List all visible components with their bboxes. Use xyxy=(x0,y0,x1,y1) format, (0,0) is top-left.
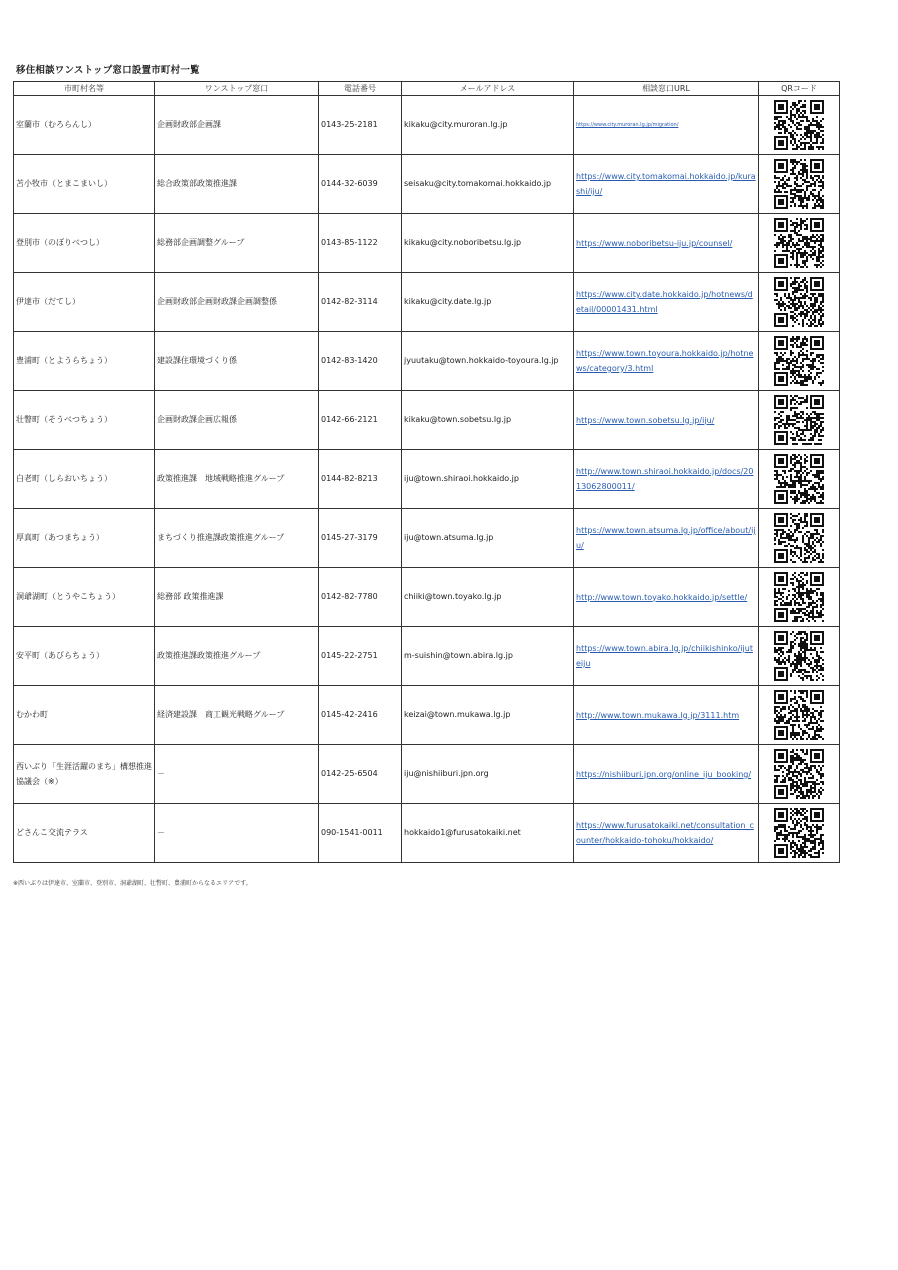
window-cell: 建設課住環境づくり係 xyxy=(155,332,319,391)
qr-cell xyxy=(759,568,840,627)
url-link[interactable]: https://www.city.tomakomai.hokkaido.jp/kurashi/iju/ xyxy=(576,172,756,196)
email-cell: iju@nishiiburi.jpn.org xyxy=(402,745,574,804)
header-municipality: 市町村名等 xyxy=(14,82,155,96)
footnote: ※西いぶりは伊達市、室蘭市、登別市、洞爺湖町、壮瞥町、豊浦町からなるエリアです。 xyxy=(13,880,252,887)
qr-cell xyxy=(759,745,840,804)
municipality-cell: 壮瞥町（そうべつちょう） xyxy=(14,391,155,450)
url-cell xyxy=(574,509,759,568)
qr-cell xyxy=(759,804,840,863)
phone-cell: 0142-82-7780 xyxy=(319,568,402,627)
table-row xyxy=(14,804,840,863)
phone-cell: 0142-83-1420 xyxy=(319,332,402,391)
qr-code-icon xyxy=(774,454,824,504)
email-cell: kikaku@city.muroran.lg.jp xyxy=(402,96,574,155)
municipality-cell: どさんこ交流テラス xyxy=(14,804,155,863)
qr-cell xyxy=(759,96,840,155)
header-window: ワンストップ窓口 xyxy=(155,82,319,96)
window-cell: 企画財政部企画財政課企画調整係 xyxy=(155,273,319,332)
email-cell: kikaku@city.noboribetsu.lg.jp xyxy=(402,214,574,273)
qr-code-icon xyxy=(774,159,824,209)
table-row xyxy=(14,391,840,450)
table-row xyxy=(14,96,840,155)
qr-cell xyxy=(759,273,840,332)
municipality-cell: 西いぶり「生涯活躍のまち」構想推進協議会（※） xyxy=(14,745,155,804)
url-link[interactable]: https://www.town.abira.lg.jp/chiikishinko/ijuteiju xyxy=(576,644,753,668)
window-cell: まちづくり推進課政策推進グループ xyxy=(155,509,319,568)
url-cell xyxy=(574,214,759,273)
table-row xyxy=(14,214,840,273)
header-url: 相談窓口URL xyxy=(574,82,759,96)
qr-cell xyxy=(759,214,840,273)
url-cell xyxy=(574,96,759,155)
url-cell xyxy=(574,804,759,863)
municipality-table xyxy=(13,81,840,863)
url-link[interactable]: http://www.town.toyako.hokkaido.jp/settle/ xyxy=(576,592,748,602)
phone-cell: 0145-22-2751 xyxy=(319,627,402,686)
table-row xyxy=(14,568,840,627)
phone-cell: 0142-82-3114 xyxy=(319,273,402,332)
email-cell: iju@town.shiraoi.hokkaido.jp xyxy=(402,450,574,509)
phone-cell: 0143-25-2181 xyxy=(319,96,402,155)
qr-code-icon xyxy=(774,336,824,386)
email-cell: kikaku@town.sobetsu.lg.jp xyxy=(402,391,574,450)
page-title: 移住相談ワンストップ窓口設置市町村一覧 xyxy=(16,65,200,76)
window-cell: － xyxy=(155,745,319,804)
municipality-cell: 白老町（しらおいちょう） xyxy=(14,450,155,509)
table-row xyxy=(14,627,840,686)
url-link[interactable]: https://www.town.toyoura.hokkaido.jp/hotnews/category/3.html xyxy=(576,349,754,373)
url-link[interactable]: https://www.city.muroran.lg.jp/migration/ xyxy=(576,122,679,128)
qr-code-icon xyxy=(774,100,824,150)
window-cell: 政策推進課 地域戦略推進グループ xyxy=(155,450,319,509)
window-cell: 総務部 政策推進課 xyxy=(155,568,319,627)
table-row xyxy=(14,273,840,332)
table-row xyxy=(14,450,840,509)
header-phone: 電話番号 xyxy=(319,82,402,96)
municipality-cell: 苫小牧市（とまこまいし） xyxy=(14,155,155,214)
qr-cell xyxy=(759,391,840,450)
table-row xyxy=(14,745,840,804)
phone-cell: 0142-25-6504 xyxy=(319,745,402,804)
window-cell: 経済建設課 商工観光戦略グループ xyxy=(155,686,319,745)
phone-cell: 0144-32-6039 xyxy=(319,155,402,214)
header-row xyxy=(14,82,840,96)
url-cell xyxy=(574,391,759,450)
qr-code-icon xyxy=(774,513,824,563)
qr-cell xyxy=(759,686,840,745)
window-cell: － xyxy=(155,804,319,863)
window-cell: 企画財政課企画広報係 xyxy=(155,391,319,450)
email-cell: iju@town.atsuma.lg.jp xyxy=(402,509,574,568)
qr-code-icon xyxy=(774,218,824,268)
qr-code-icon xyxy=(774,572,824,622)
qr-cell xyxy=(759,332,840,391)
phone-cell: 090-1541-0011 xyxy=(319,804,402,863)
phone-cell: 0142-66-2121 xyxy=(319,391,402,450)
qr-cell xyxy=(759,155,840,214)
url-cell xyxy=(574,273,759,332)
url-cell xyxy=(574,686,759,745)
url-link[interactable]: https://www.town.sobetsu.lg.jp/iju/ xyxy=(576,415,715,425)
phone-cell: 0145-42-2416 xyxy=(319,686,402,745)
qr-code-icon xyxy=(774,749,824,799)
window-cell: 企画財政部企画課 xyxy=(155,96,319,155)
qr-cell xyxy=(759,509,840,568)
url-link[interactable]: https://nishiiburi.jpn.org/online_iju_booking/ xyxy=(576,769,752,779)
phone-cell: 0145-27-3179 xyxy=(319,509,402,568)
window-cell: 総合政策部政策推進課 xyxy=(155,155,319,214)
url-cell xyxy=(574,332,759,391)
phone-cell: 0143-85-1122 xyxy=(319,214,402,273)
table-row xyxy=(14,509,840,568)
email-cell: keizai@town.mukawa.lg.jp xyxy=(402,686,574,745)
municipality-cell: 安平町（あびらちょう） xyxy=(14,627,155,686)
qr-cell xyxy=(759,627,840,686)
url-cell xyxy=(574,745,759,804)
qr-code-icon xyxy=(774,808,824,858)
email-cell: jyuutaku@town.hokkaido-toyoura.lg.jp xyxy=(402,332,574,391)
url-link[interactable]: http://www.town.mukawa.lg.jp/3111.htm xyxy=(576,710,740,720)
table-row xyxy=(14,686,840,745)
url-link[interactable]: https://www.noboribetsu-iju.jp/counsel/ xyxy=(576,238,733,248)
url-link[interactable]: https://www.city.date.hokkaido.jp/hotnews/detail/00001431.html xyxy=(576,290,753,314)
email-cell: hokkaido1@furusatokaiki.net xyxy=(402,804,574,863)
url-cell xyxy=(574,450,759,509)
url-cell xyxy=(574,627,759,686)
table-row xyxy=(14,332,840,391)
url-link[interactable]: http://www.town.shiraoi.hokkaido.jp/docs/2013062800011/ xyxy=(576,467,754,491)
table-row xyxy=(14,155,840,214)
qr-code-icon xyxy=(774,395,824,445)
header-email: メールアドレス xyxy=(402,82,574,96)
qr-cell xyxy=(759,450,840,509)
email-cell: chiiki@town.toyako.lg.jp xyxy=(402,568,574,627)
municipality-cell: 厚真町（あつまちょう） xyxy=(14,509,155,568)
email-cell: m-suishin@town.abira.lg.jp xyxy=(402,627,574,686)
qr-code-icon xyxy=(774,277,824,327)
qr-code-icon xyxy=(774,690,824,740)
window-cell: 総務部企画調整グループ xyxy=(155,214,319,273)
municipality-cell: 洞爺湖町（とうやこちょう） xyxy=(14,568,155,627)
url-cell xyxy=(574,155,759,214)
email-cell: seisaku@city.tomakomai.hokkaido.jp xyxy=(402,155,574,214)
header-qr: QRコード xyxy=(759,82,840,96)
window-cell: 政策推進課政策推進グループ xyxy=(155,627,319,686)
url-link[interactable]: https://www.town.atsuma.lg.jp/office/about/iju/ xyxy=(576,526,756,550)
municipality-cell: 豊浦町（とようらちょう） xyxy=(14,332,155,391)
url-cell xyxy=(574,568,759,627)
url-link[interactable]: https://www.furusatokaiki.net/consultation_counter/hokkaido-tohoku/hokkaido/ xyxy=(576,821,754,845)
municipality-cell: 登別市（のぼりべつし） xyxy=(14,214,155,273)
email-cell: kikaku@city.date.lg.jp xyxy=(402,273,574,332)
phone-cell: 0144-82-8213 xyxy=(319,450,402,509)
municipality-cell: むかわ町 xyxy=(14,686,155,745)
municipality-cell: 室蘭市（むろらんし） xyxy=(14,96,155,155)
municipality-cell: 伊達市（だてし） xyxy=(14,273,155,332)
qr-code-icon xyxy=(774,631,824,681)
